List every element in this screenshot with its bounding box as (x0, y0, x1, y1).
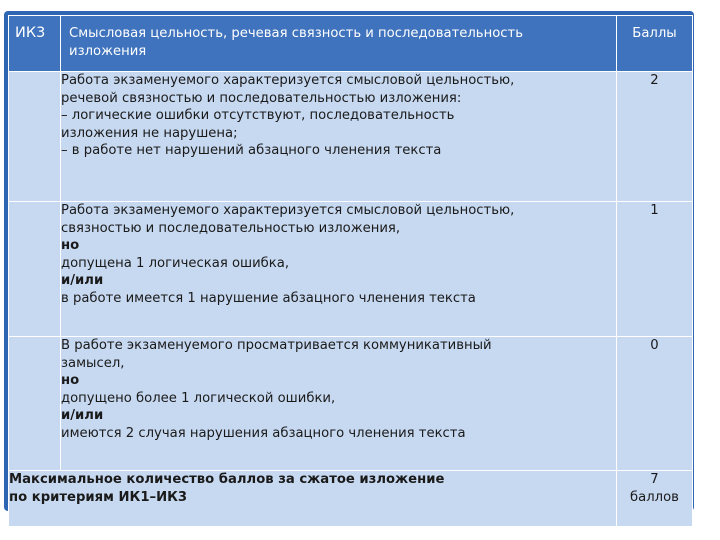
description-line: в работе имеется 1 нарушение абзацного членения текста (61, 290, 476, 306)
row-description (61, 202, 617, 337)
score-column-header: Баллы (617, 16, 693, 72)
row-description (61, 337, 617, 471)
table-row (9, 72, 693, 202)
description-line: – в работе нет нарушений абзацного членения текста (61, 143, 442, 158)
row-score: 0 (617, 337, 693, 471)
criterion-title-line: изложения (69, 43, 147, 59)
total-label (9, 471, 617, 527)
connector-word: и/или (61, 408, 104, 423)
description-line: Работа экзаменуемого характеризуется смысловой цельностью, (61, 73, 515, 88)
total-score (617, 471, 693, 527)
connector-word: но (61, 238, 80, 253)
row-score: 2 (617, 72, 693, 202)
total-label-line: по критериям ИК1–ИК3 (9, 489, 188, 505)
empty-cell (9, 72, 61, 202)
criterion-title (61, 16, 617, 72)
total-label-line: Максимальное количество баллов за сжатое изложение (9, 472, 445, 487)
total-score-number: 7 (650, 472, 659, 487)
table-header-row (9, 16, 693, 72)
description-line: изложения не нарушена; (61, 125, 238, 141)
row-description (61, 72, 617, 202)
row-score: 1 (617, 202, 693, 337)
empty-cell (9, 202, 61, 337)
description-line: допущена 1 логическая ошибка, (61, 255, 290, 271)
criterion-title-line: Смысловая цельность, речевая связность и последовательность (69, 26, 523, 41)
description-line: Работа экзаменуемого характеризуется смысловой цельностью, (61, 203, 515, 218)
criteria-table (8, 15, 693, 527)
description-line: имеются 2 случая нарушения абзацного членения текста (61, 425, 466, 441)
description-line: В работе экзаменуемого просматривается коммуникативный (61, 338, 492, 353)
table-row (9, 202, 693, 337)
description-line: связностью и последовательностью изложения, (61, 220, 401, 236)
description-line: допущено более 1 логической ошибки, (61, 390, 336, 406)
total-row (9, 471, 693, 527)
criterion-code: ИК3 (9, 16, 61, 72)
connector-word: но (61, 373, 80, 388)
table-row (9, 337, 693, 471)
description-line: замысел, (61, 355, 125, 371)
connector-word: и/или (61, 273, 104, 288)
empty-cell (9, 337, 61, 471)
description-line: – логические ошибки отсутствуют, последовательность (61, 108, 455, 123)
total-score-unit: баллов (630, 489, 679, 505)
description-line: речевой связностью и последовательностью изложения: (61, 90, 462, 106)
